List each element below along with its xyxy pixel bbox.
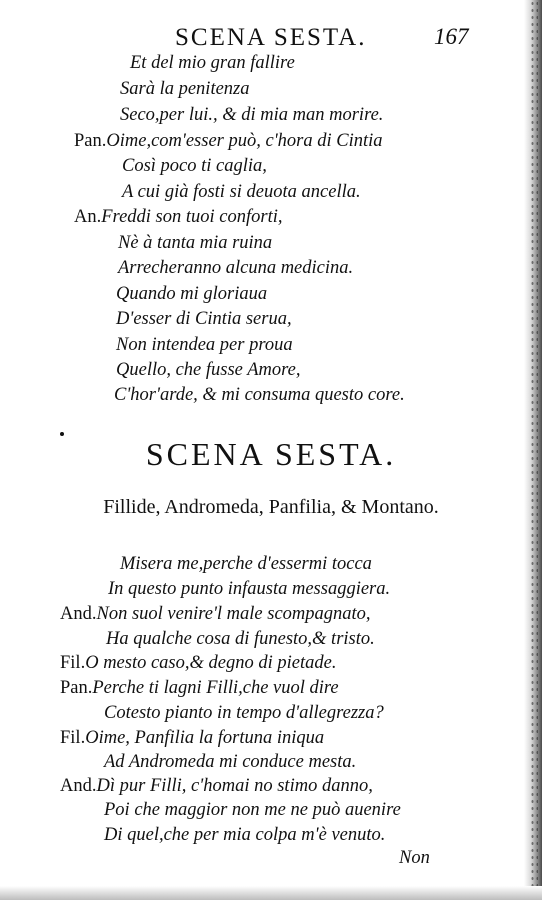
verse-line (106, 630, 375, 649)
verse-line (120, 106, 383, 125)
verse-line (60, 605, 371, 624)
verse-line (120, 80, 250, 99)
verse-text: Oime, Panfilia la fortuna iniqua (85, 728, 325, 748)
verse-line (130, 54, 295, 73)
verse-line (60, 729, 324, 748)
verse-text: Ad Andromeda mi conduce mesta. (104, 752, 357, 772)
verse-text: Oime,com'esser può, c'hora di Cintia (106, 131, 383, 151)
catchword: Non (399, 848, 430, 868)
verse-text: A cui già fosti si deuota ancella. (122, 182, 361, 202)
verse-line (118, 234, 272, 253)
verse-text: C'hor'arde, & mi consuma questo core. (114, 385, 405, 405)
scene-title: SCENA SESTA. (145, 436, 397, 472)
speaker-label: And. (60, 776, 97, 796)
verse-text: In questo punto infausta messaggiera. (108, 579, 391, 599)
verse-text: Non intendea per proua (116, 335, 293, 355)
speaker-label: Fil. (60, 653, 86, 673)
verse-line (104, 801, 401, 820)
page-number: 167 (434, 24, 469, 49)
verse-line (116, 336, 293, 355)
verse-line (116, 361, 300, 380)
cast-list: Fillide, Andromeda, Panfilia, & Montano. (103, 496, 439, 518)
verse-line (74, 208, 282, 227)
verse-text: Seco,per lui., & di mia man morire. (120, 105, 384, 125)
verse-line (104, 704, 384, 723)
verse-text: Perche ti lagni Filli,che vuol dire (92, 678, 339, 698)
speaker-label: Pan. (74, 131, 107, 151)
verse-text: Cotesto pianto in tempo d'allegrezza? (104, 703, 384, 723)
verse-text: Et del mio gran fallire (130, 53, 295, 73)
verse-line (122, 157, 267, 176)
page-bottom-edge (0, 886, 542, 900)
verse-line (74, 132, 383, 151)
verse-line (116, 285, 267, 304)
verse-line (122, 183, 361, 202)
speaker-label: Pan. (60, 678, 93, 698)
verse-text: Non suol venire'l male scompagnato, (96, 604, 371, 624)
verse-text: Quello, che fusse Amore, (116, 360, 301, 380)
verse-text: Poi che maggior non me ne può auenire (104, 800, 401, 820)
verse-line (118, 259, 353, 278)
verse-text: Così poco ti caglia, (122, 156, 267, 176)
speaker-label: Fil. (60, 728, 86, 748)
page-header (0, 24, 520, 54)
speaker-label: And. (60, 604, 97, 624)
verse-text: D'esser di Cintia serua, (116, 309, 292, 329)
verse-line (104, 753, 356, 772)
verse-text: Nè à tanta mia ruina (118, 233, 273, 253)
verse-line (114, 386, 405, 405)
verse-text: Arrecheranno alcuna medicina. (118, 258, 354, 278)
verse-text: Ha qualche cosa di funesto,& tristo. (106, 629, 375, 649)
verse-line (108, 580, 390, 599)
verse-line (104, 826, 385, 845)
verse-text: O mesto caso,& degno di pietade. (85, 653, 337, 673)
running-head: SCENA SESTA. (175, 24, 367, 51)
verse-line (120, 555, 372, 574)
verse-line (60, 777, 373, 796)
verse-line (116, 310, 292, 329)
verse-text: Sarà la penitenza (120, 79, 250, 99)
verse-text: Freddi son tuoi conforti, (101, 207, 283, 227)
verse-text: Dì pur Filli, c'homai no stimo danno, (96, 776, 373, 796)
verse-line (60, 654, 336, 673)
verse-text: Misera me,perche d'essermi tocca (120, 554, 372, 574)
verse-text: Quando mi gloriaua (116, 284, 268, 304)
speaker-label: An. (74, 207, 102, 227)
verse-line (60, 679, 339, 698)
verse-text: Di quel,che per mia colpa m'è venuto. (104, 825, 386, 845)
